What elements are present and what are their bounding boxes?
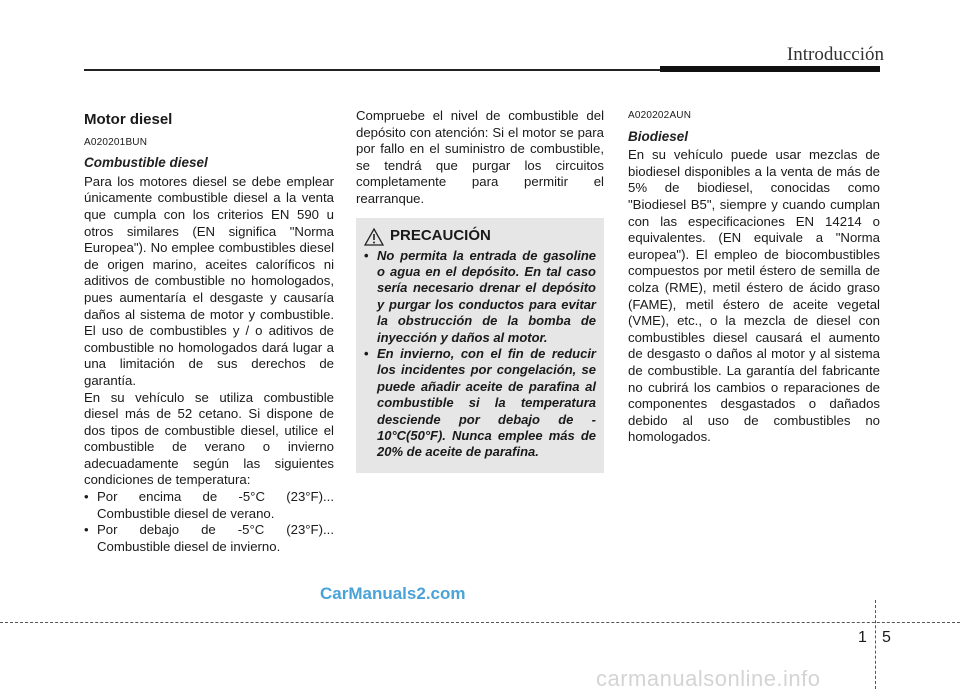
subheading: Combustible diesel	[84, 155, 208, 171]
caution-item: • No permita la entrada de gasoline o agua en el depósito. En tal caso sería necesario drenar el depósito y purgar los conductos para evitar la obstrucción de la bomba de inyección y daños al motor.	[364, 248, 596, 346]
paragraph: En su vehículo puede usar mezclas de biodiesel disponibles a la venta de más de 5% de biodiesel, conocidas como "Biodiesel B5", siempre y cuando cumplan con las especificaciones EN 14214 o equivalentes. (EN equivale a "Norma europea"). El empleo de biocombustibles compuestos por metil éstero de semilla de colza (RME), metil éstero de ácido graso (FAME), metil éstero de aceite vegetal (VME), etc., o la mezcla de diesel con combustibles diesel causará el aumento de desgasto o daños al motor y al sistema de combustible. La garantía del fabricante no cubrirá los cambios o reparaciones de componentes desgastados o dañados debido al uso de combustibles no homologados.	[628, 147, 880, 445]
section-code: A020202AUN	[628, 110, 692, 121]
caution-item: • En invierno, con el fin de reducir los incidentes por congelación, se puede añadir aceite de parafina al combustible si la temperatura desciende por debajo de - 10°C(50°F). Nunca emplee más de 20% de aceite de parafina.	[364, 346, 596, 461]
left-column	[84, 108, 334, 555]
header-rule	[84, 69, 660, 71]
footer-vertical-divider	[875, 600, 876, 689]
chapter-number: 1	[858, 629, 867, 646]
middle-column	[356, 108, 604, 473]
section-title: Motor diesel	[84, 111, 173, 128]
header-rule-accent	[660, 66, 880, 72]
caution-box	[356, 218, 604, 473]
warning-triangle-icon	[364, 228, 384, 246]
watermark-link[interactable]: CarManuals2.com	[320, 584, 466, 603]
page-number: 5	[882, 629, 891, 646]
page-header-title: Introducción	[786, 44, 884, 65]
footer-divider	[0, 622, 960, 623]
paragraph: En su vehículo se utiliza combustible diesel más de 52 cetano. Si dispone de dos tipos de combustible diesel, utilice el combustible de verano o invierno adecuadamente según las siguientes condiciones de temperatura:	[84, 389, 334, 488]
right-column	[628, 108, 880, 446]
list-item: • Por debajo de -5°C (23°F)... Combustible diesel de invierno.	[84, 522, 334, 555]
paragraph: Para los motores diesel se debe emplear únicamente combustible diesel a la venta que cumpla con los criterios EN 590 u otros similares (EN significa "Norma Europea"). No emplee combustibles diesel de origen marino, aceites caloríficos ni aditivos de combustible no homologados, pues aumentaría el desgaste y causaría daños al sistema de motor y combustible. El uso de combustibles y / o aditivos de combustible no homologados dará lugar a una limitación de sus derechos de garantía.	[84, 173, 334, 388]
section-code: A020201BUN	[84, 136, 148, 148]
temperature-list	[84, 489, 334, 555]
caution-header	[364, 228, 596, 246]
subheading: Biodiesel	[628, 128, 689, 144]
paragraph: Compruebe el nivel de combustible del depósito con atención: Si el motor se para por fallo en el suministro de combustible, se tendrá que purgar los circuitos completamente para permitir el rearranque.	[356, 108, 604, 206]
caution-title: PRECAUCIÓN	[390, 227, 491, 245]
list-item: • Por encima de -5°C (23°F)... Combustible diesel de verano.	[84, 489, 334, 522]
site-watermark: carmanualsonline.info	[596, 666, 821, 691]
caution-list	[364, 248, 596, 461]
